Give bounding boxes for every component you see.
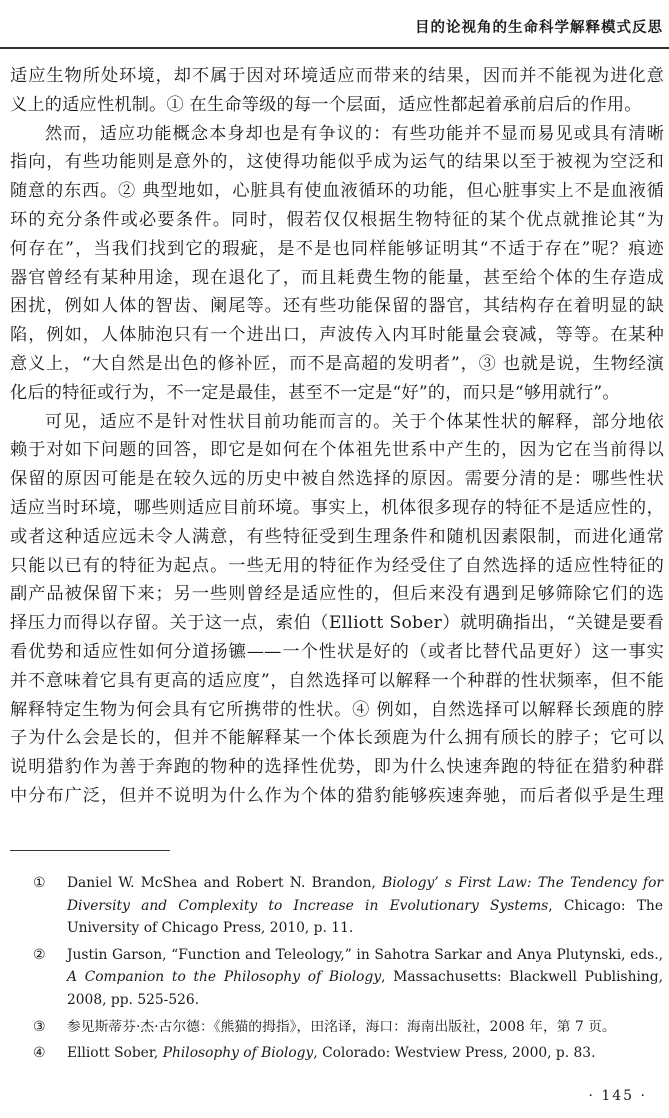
footnote-mark: ④	[33, 1045, 46, 1062]
text-line: 指向，有些功能则是意外的，这使得功能似乎成为运气的结果以至于被视为空泛和	[10, 152, 664, 173]
running-header-title: 目的论视角的生命科学解释模式反思	[415, 20, 663, 36]
text-line: 副产品被保留下来；另一些则曾经是适应性的，但后来没有遇到足够筛除它们的选	[10, 584, 664, 605]
footnote-separator	[10, 850, 170, 851]
footnote-mark: ③	[33, 1018, 46, 1035]
text-line: 赖于对如下问题的回答，即它是如何在个体祖先世系中产生的，因为它在当前得以	[10, 440, 664, 461]
text-line: 何存在”，当我们找到它的瑕疵，是不是也同样能够证明其“不适于存在”呢？痕迹	[10, 238, 664, 259]
footnote-book-title: Biology’ s First Law: The Tendency for Diversity and Complexity to Increase in Evolutionary Systems	[67, 875, 663, 914]
text-line: 义上的适应性机制。① 在生命等级的每一个层面，适应性都起着承前启后的作用。	[10, 94, 642, 115]
text-line: 陷，例如，人体肺泡只有一个进出口，声波传入内耳时能量会衰减，等等。在某种	[10, 325, 664, 346]
footnote-text: , Chicago: The University of Chicago Press, 2010, p. 11.	[67, 897, 663, 937]
footnote-text: 参见斯蒂芬·杰·古尔德：《熊猫的拇指》，田洺译，海口：海南出版社，2008 年，第 7 页。	[67, 1018, 616, 1035]
text-line: 环的充分条件或必要条件。同时，假若仅仅根据生物特征的某个优点就推论其“为	[10, 209, 664, 230]
footnote-1	[33, 872, 663, 940]
footnote-book-title: A Companion to the Philosophy of Biology	[67, 969, 382, 986]
page-number: · 145 ·	[588, 1088, 647, 1104]
text-line: 随意的东西。② 典型地如，心脏具有使血液循环的功能，但心脏事实上不是血液循	[10, 181, 664, 202]
text-line: 困扰，例如人体的智齿、阑尾等。还有些功能保留的器官，其结构存在着明显的缺	[10, 296, 664, 317]
footnote-text: , Massachusetts: Blackwell Publishing, 2008, pp. 525-526.	[67, 969, 663, 1008]
footnotes	[33, 872, 663, 1069]
footnote-mark: ①	[33, 875, 46, 891]
text-line: 中分布广泛，但并不说明为什么作为个体的猎豹能够疾速奔驰，而后者似乎是生理	[10, 785, 664, 806]
text-line: 子为什么会是长的，但并不能解释某一个体长颈鹿为什么拥有颀长的脖子；它可以	[10, 728, 664, 749]
footnote-3	[33, 1016, 663, 1039]
footnote-text: , Colorado: Westview Press, 2000, p. 83.	[313, 1045, 596, 1062]
text-line: 适应生物所处环境，却不属于因对环境适应而带来的结果，因而并不能视为进化意	[10, 66, 664, 86]
text-line: 意义上，“大自然是出色的修补匠，而不是高超的发明者”，③ 也就是说，生物经演	[10, 353, 664, 374]
running-header	[0, 0, 669, 48]
footnote-4	[33, 1042, 663, 1065]
text-line: 保留的原因可能是在较久远的历史中被自然选择的原因。需要分清的是：哪些性状	[10, 469, 664, 490]
text-line: 然而，适应功能概念本身却也是有争议的：有些功能并不显而易见或具有清晰	[45, 123, 664, 144]
text-line: 看优势和适应性如何分道扬镳——一个性状是好的（或者比替代品更好）这一事实	[10, 641, 664, 662]
text-line: 器官曾经有某种用途，现在退化了，而且耗费生物的能量，甚至给个体的生存造成	[10, 267, 664, 288]
body-text	[10, 62, 664, 811]
text-line: 或者这种适应远未令人满意，有些特征受到生理条件和随机因素限制，而进化通常	[10, 526, 664, 547]
text-line: 并不意味着它具有更高的适应度”，自然选择可以解释一个种群的性状频率，但不能	[10, 670, 664, 691]
text-line: 择压力而得以存留。关于这一点，索伯（Elliott Sober）就明确指出，“关键是要看	[10, 613, 664, 634]
text-line: 化后的特征或行为，不一定是最佳，甚至不一定是“好”的，而只是“够用就行”。	[10, 382, 620, 403]
footnote-text: Justin Garson, “Function and Teleology,” in Sahotra Sarkar and Anya Plutynski, eds.,	[67, 946, 663, 963]
footnote-mark: ②	[33, 946, 46, 963]
text-line: 只能以已有的特征为起点。一些无用的特征作为经受住了自然选择的适应性特征的	[10, 555, 664, 576]
footnote-text: Elliott Sober,	[67, 1045, 163, 1062]
footnote-2	[33, 944, 663, 1012]
header-rule	[0, 47, 669, 49]
text-line: 适应当时环境，哪些则适应目前环境。事实上，机体很多现存的特征不是适应性的，	[10, 497, 664, 518]
footnote-text: Daniel W. McShea and Robert N. Brandon,	[67, 875, 383, 891]
text-line: 可见，适应不是针对性状目前功能而言的。关于个体某性状的解释，部分地依	[45, 411, 664, 432]
footnote-book-title: Philosophy of Biology	[162, 1045, 314, 1062]
text-line: 解释特定生物为何会具有它所携带的性状。④ 例如，自然选择可以解释长颈鹿的脖	[10, 699, 664, 720]
text-line: 说明猎豹作为善于奔跑的物种的选择性优势，即为什么快速奔跑的特征在猎豹种群	[10, 757, 664, 778]
